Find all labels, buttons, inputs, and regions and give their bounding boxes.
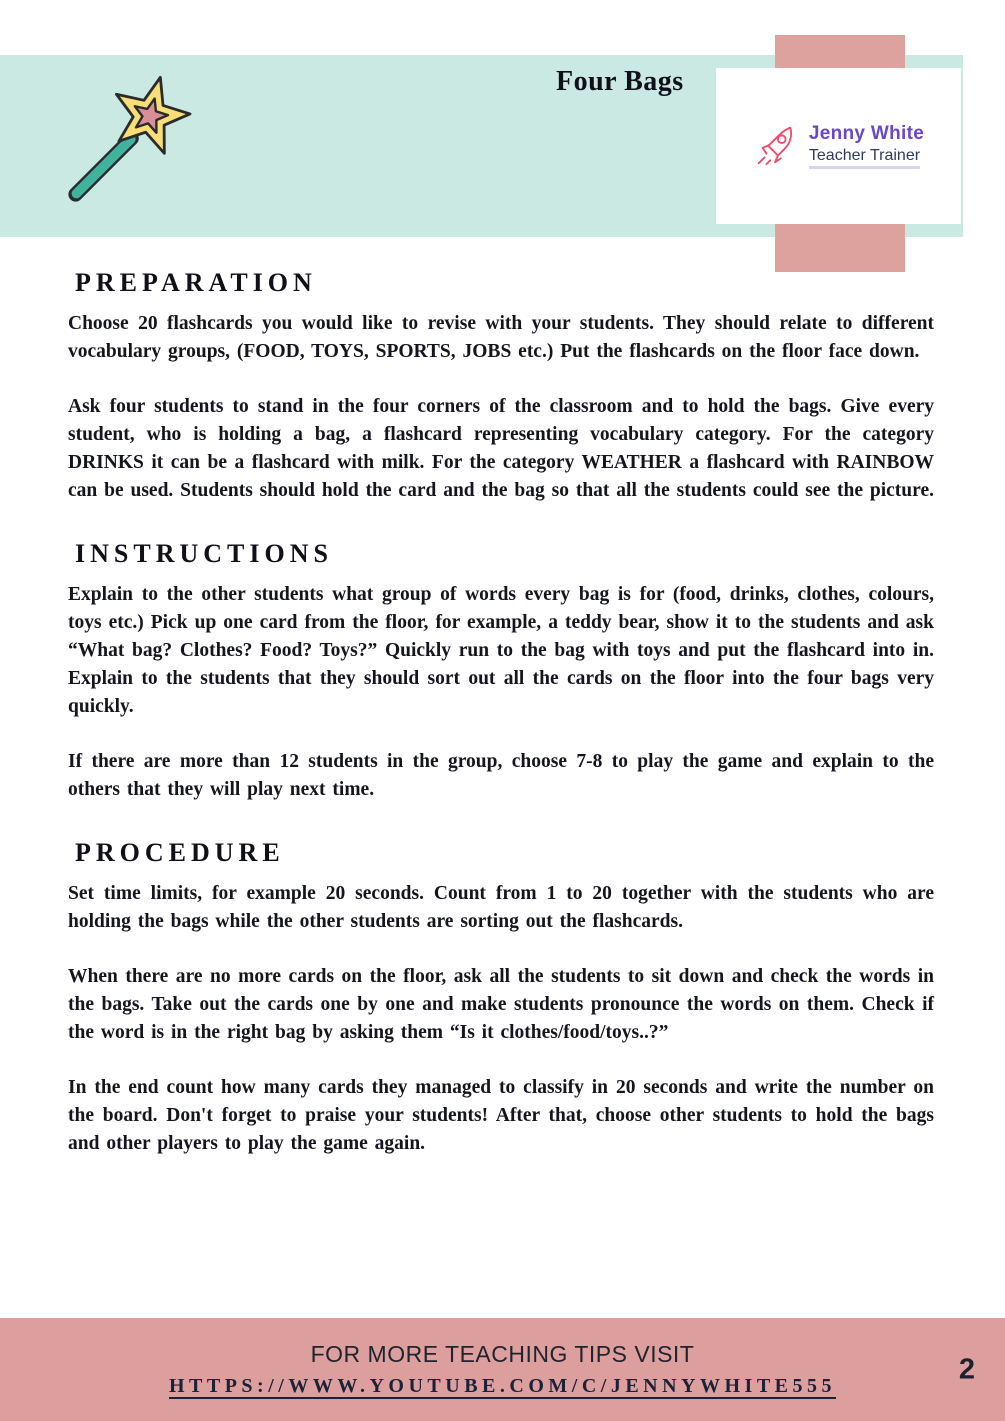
magic-wand-icon (58, 60, 218, 220)
section-procedure (68, 838, 934, 1158)
section-preparation (68, 268, 934, 505)
section-heading-instructions: INSTRUCTIONS (75, 539, 333, 568)
youtube-link[interactable]: HTTPS://WWW.YOUTUBE.COM/C/JENNYWHITE555 (168, 1375, 837, 1397)
logo-name: Jenny White (808, 123, 925, 144)
footer-text: FOR MORE TEACHING TIPS VISIT (310, 1341, 695, 1367)
paragraph: In the end count how many cards they managed to classify in 20 seconds and write the number on the board. Don't forget to praise your students! After that, choose other students to hold the bags and other players to play the game again. (68, 1077, 934, 1154)
page-title: Four Bags (556, 66, 684, 97)
paragraph: Explain to the other students what group of words every bag is for (food, drinks, clothes, colours, toys etc.) Pick up one card from the floor, for example, a teddy bear, show it to the students and ask “What bag? Clothes? Food? Toys?” Quickly run to the bag with toys and put the flashcard into in. Explain to the students that they should sort out all the cards on the floor into the four bags very quickly. (68, 584, 934, 717)
rocket-icon (753, 121, 799, 172)
paragraph: When there are no more cards on the floor, ask all the students to sit down and check the words in the bags. Take out the cards one by one and make students pronounce the words on them. Check if the word is in the right bag by asking them “Is it clothes/food/toys..?” (68, 966, 934, 1043)
section-heading-procedure: PROCEDURE (75, 838, 285, 867)
logo-text-block (809, 123, 924, 169)
paragraph: Ask four students to stand in the four corners of the classroom and to hold the bags. Give every student, who is holding a bag, a flashcard representing vocabulary category. For the category DRINKS it can be a flashcard with milk. For the category WEATHER a flashcard with RAINBOW can be used. Students should hold the card and the bag so that all the students could see the picture. (68, 396, 934, 501)
section-heading-preparation: PREPARATION (75, 268, 317, 297)
paragraph: Set time limits, for example 20 seconds. Count from 1 to 20 together with the students who are holding the bags while the other students are sorting out the flashcards. (68, 883, 934, 932)
paragraph: Choose 20 flashcards you would like to revise with your students. They should relate to different vocabulary groups, (FOOD, TOYS, SPORTS, JOBS etc.) Put the flashcards on the floor face down. (68, 313, 934, 362)
content (68, 268, 934, 1185)
footer (0, 1318, 1005, 1421)
logo-card (716, 68, 961, 224)
paragraph: If there are more than 12 students in the group, choose 7-8 to play the game and explain to the others that they will play next time. (68, 751, 934, 800)
section-instructions (68, 539, 934, 804)
footer-content (0, 1318, 1005, 1421)
page-number: 2 (958, 1353, 975, 1385)
logo-subtitle: Teacher Trainer (809, 147, 920, 169)
